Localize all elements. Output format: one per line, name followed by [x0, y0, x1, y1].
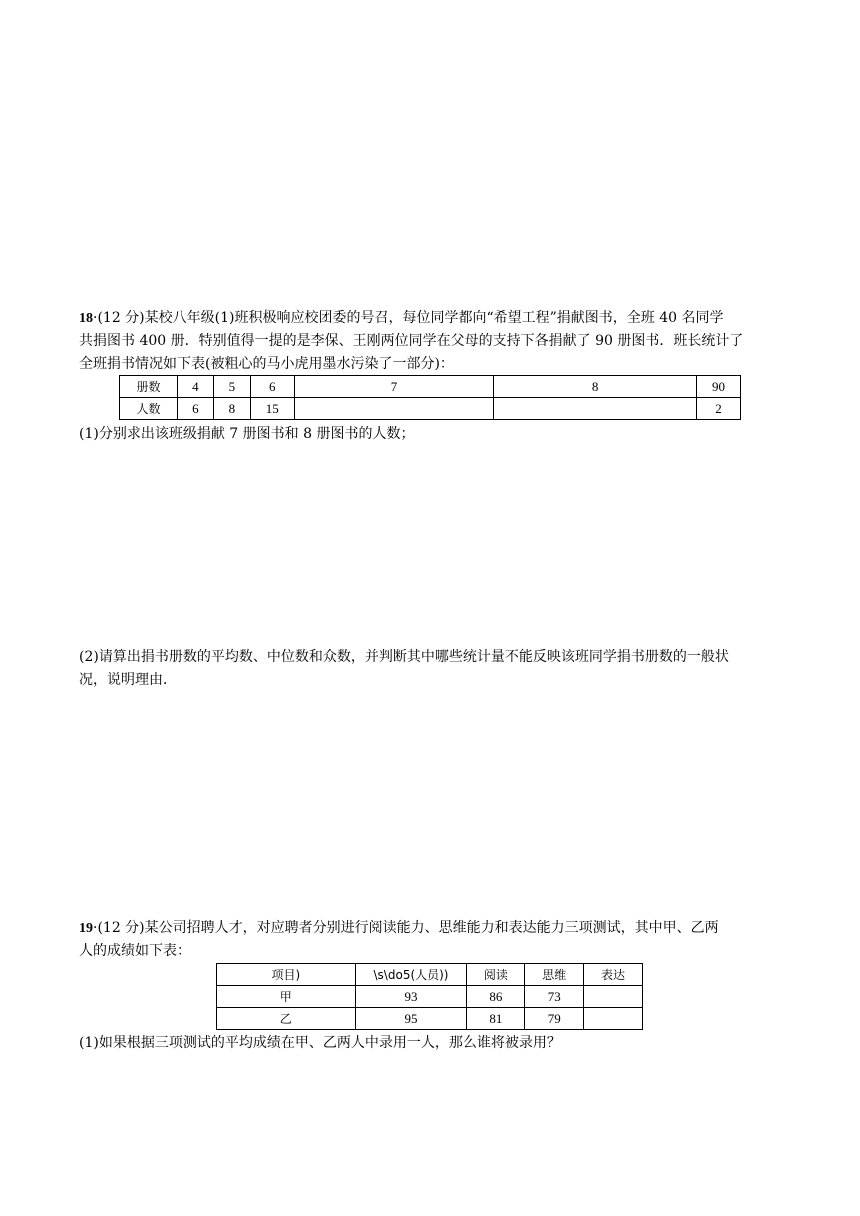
table-row [217, 986, 643, 1008]
table-cell: 6 [250, 376, 294, 398]
question-19-stem [79, 917, 785, 963]
table-cell [584, 1008, 643, 1030]
question-19-line-1: 19·(12 分)某公司招聘人才，对应聘者分别进行阅读能力、思维能力和表达能力三项测试，其中甲、乙两 [79, 920, 719, 936]
table-cell: 人数 [120, 398, 178, 420]
table-header-cell: 思维 [525, 964, 584, 986]
question-19-line-2: 人的成绩如下表： [79, 943, 191, 959]
table-cell [494, 398, 697, 420]
question-18-line-2: 共捐图书 400 册．特别值得一提的是李保、王刚两位同学在父母的支持下各捐献了 90 册图书．班长统计了 [79, 333, 744, 349]
table-cell: 6 [177, 398, 213, 420]
table-header-row [217, 964, 643, 986]
table-header-cell: 阅读 [467, 964, 525, 986]
question-18-line-3: 全班捐书情况如下表(被粗心的马小虎用墨水污染了一部分)： [79, 356, 454, 372]
table-cell: 5 [213, 376, 250, 398]
table-cell [294, 398, 494, 420]
table-cell: 93 [355, 986, 467, 1008]
table-cell: 册数 [120, 376, 178, 398]
table-cell: 15 [250, 398, 294, 420]
table-cell: 90 [697, 376, 741, 398]
question-number: 19 [79, 921, 93, 936]
table-cell: 7 [294, 376, 494, 398]
table-cell: 95 [355, 1008, 467, 1030]
question-18-line-1: 18·(12 分)某校八年级(1)班积极响应校团委的号召，每位同学都向“希望工程”捐献图书，全班 40 名同学 [79, 310, 724, 326]
table-header-cell: \s\do5(人员)) [355, 964, 467, 986]
table-cell: 86 [467, 986, 525, 1008]
table-cell: 甲 [217, 986, 356, 1008]
table-cell [584, 986, 643, 1008]
table-header-cell: 表达 [584, 964, 643, 986]
question-18-stem [79, 307, 785, 376]
table-row [120, 398, 741, 420]
table-cell: 8 [213, 398, 250, 420]
table-row [120, 376, 741, 398]
table-cell: 4 [177, 376, 213, 398]
table-cell: 79 [525, 1008, 584, 1030]
question-19-part-1: (1)如果根据三项测试的平均成绩在甲、乙两人中录用一人，那么谁将被录用？ [79, 1035, 561, 1051]
table-cell: 2 [697, 398, 741, 420]
table-header-cell: 项目) [217, 964, 356, 986]
question-18-part-2: (2)请算出捐书册数的平均数、中位数和众数，并判断其中哪些统计量不能反映该班同学捐书册数的一般状 况，说明理由． [79, 649, 729, 688]
table-cell: 8 [494, 376, 697, 398]
question-number: 18 [79, 311, 93, 326]
donation-table [119, 375, 741, 420]
table-row [217, 1008, 643, 1030]
table-cell: 73 [525, 986, 584, 1008]
question-18-part-1: (1)分别求出该班级捐献 7 册图书和 8 册图书的人数； [79, 426, 415, 442]
table-cell: 81 [467, 1008, 525, 1030]
table-cell: 乙 [217, 1008, 356, 1030]
score-table [216, 963, 643, 1030]
